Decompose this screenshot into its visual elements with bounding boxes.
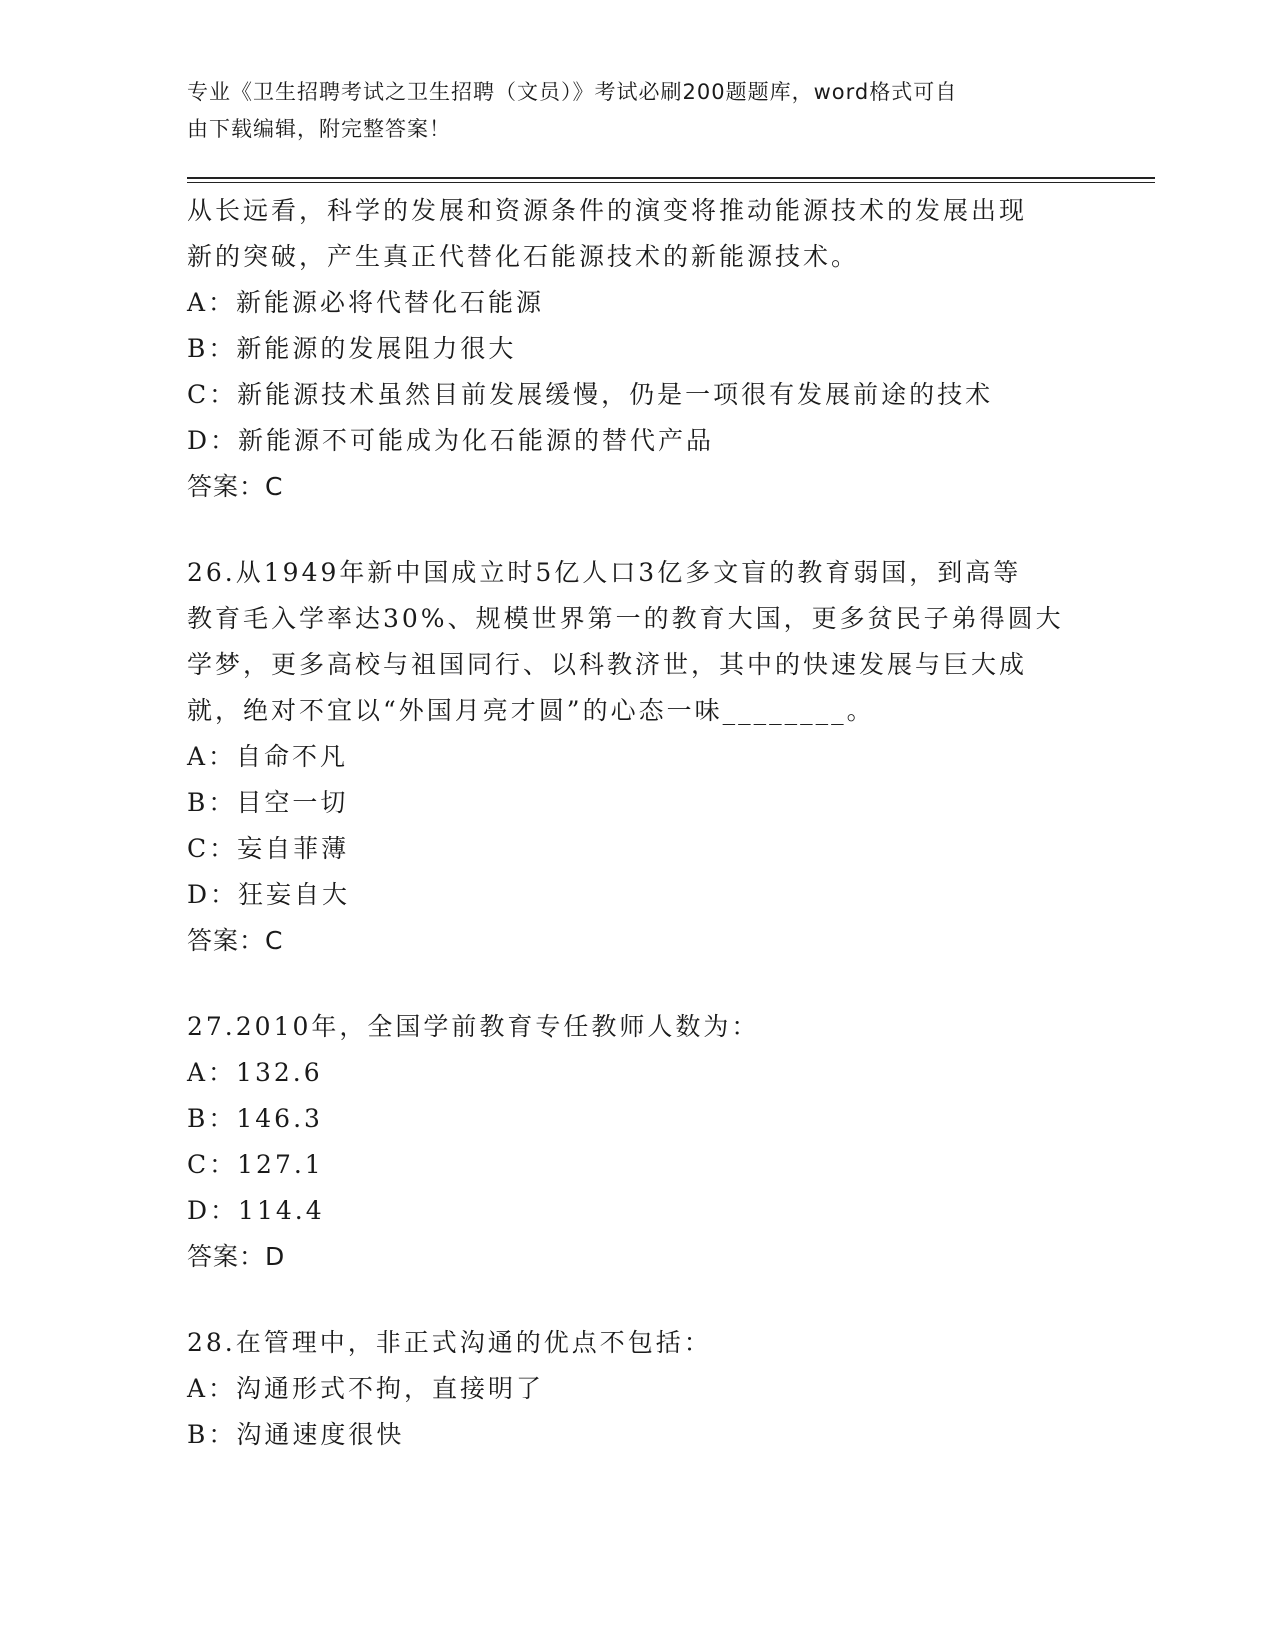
option-b: B：146.3 [187, 1104, 323, 1133]
option-c: C：新能源技术虽然目前发展缓慢，仍是一项很有发展前途的技术 [187, 380, 994, 409]
option-d: D：狂妄自大 [187, 880, 351, 909]
question-stem-line: 教育毛入学率达30%、规模世界第一的教育大国，更多贫民子弟得圆大 [187, 604, 1064, 633]
header-divider-thin [187, 182, 1155, 183]
option-a: A：新能源必将代替化石能源 [187, 288, 545, 317]
answer-line: 答案：C [187, 472, 284, 501]
question-block-26 [187, 550, 1087, 964]
header-divider-thick [187, 177, 1155, 179]
question-stem-line: 学梦，更多高校与祖国同行、以科教济世，其中的快速发展与巨大成 [187, 650, 1028, 679]
option-d: D：新能源不可能成为化石能源的替代产品 [187, 426, 715, 455]
option-c: C：127.1 [187, 1150, 324, 1179]
option-b: B：沟通速度很快 [187, 1420, 405, 1449]
question-stem-line: 就，绝对不宜以“外国月亮才圆”的心态一味________。 [187, 696, 875, 725]
page-header [187, 74, 1087, 148]
question-stem-line: 28.在管理中，非正式沟通的优点不包括： [187, 1328, 712, 1357]
option-a: A：自命不凡 [187, 742, 349, 771]
question-block-continued [187, 188, 1087, 510]
question-stem-line: 27.2010年，全国学前教育专任教师人数为： [187, 1012, 760, 1041]
option-b: B：新能源的发展阻力很大 [187, 334, 517, 363]
answer-line: 答案：D [187, 1242, 286, 1271]
option-a: A：132.6 [187, 1058, 323, 1087]
option-d: D：114.4 [187, 1196, 325, 1225]
question-stem-line: 从长远看，科学的发展和资源条件的演变将推动能源技术的发展出现 [187, 196, 1028, 225]
question-content [187, 188, 1087, 1458]
question-stem-line: 26.从1949年新中国成立时5亿人口3亿多文盲的教育弱国，到高等 [187, 558, 1022, 587]
question-stem-line: 新的突破，产生真正代替化石能源技术的新能源技术。 [187, 242, 860, 271]
option-c: C：妄自菲薄 [187, 834, 350, 863]
header-line-2: 由下载编辑，附完整答案！ [187, 117, 451, 141]
question-block-27 [187, 1004, 1087, 1280]
option-b: B：目空一切 [187, 788, 349, 817]
header-line-1: 专业《卫生招聘考试之卫生招聘（文员）》考试必刷200题题库，word格式可自 [187, 80, 958, 104]
question-block-28 [187, 1320, 1087, 1458]
answer-line: 答案：C [187, 926, 284, 955]
option-a: A：沟通形式不拘，直接明了 [187, 1374, 545, 1403]
